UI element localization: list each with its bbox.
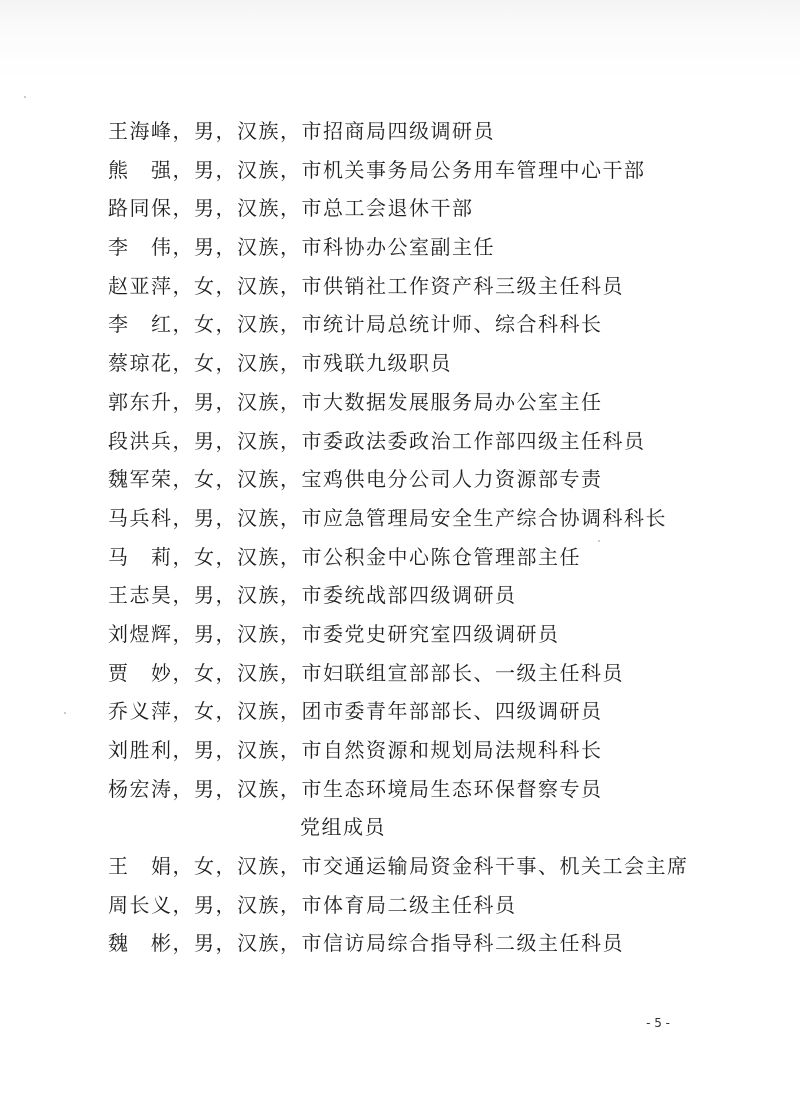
- list-item: 路同保，男，汉族，市总工会退休干部: [108, 196, 474, 221]
- list-item: 赵亚萍，女，汉族，市供销社工作资产科三级主任科员: [108, 273, 624, 298]
- list-item: 杨宏涛，男，汉族，市生态环境局生态环保督察专员: [108, 776, 603, 801]
- page-number: - 5 -: [646, 1016, 670, 1030]
- list-item: 段洪兵，男，汉族，市委政法委政治工作部四级主任科员: [108, 428, 646, 453]
- scan-speck: [24, 96, 26, 98]
- section-heading: 党组成员: [300, 815, 386, 840]
- list-item: 李 红，女，汉族，市统计局总统计师、综合科科长: [108, 312, 603, 337]
- list-item: 刘煜辉，男，汉族，市委党史研究室四级调研员: [108, 621, 560, 646]
- list-item: 魏 彬，男，汉族，市信访局综合指导科二级主任科员: [108, 931, 624, 956]
- list-item: 郭东升，男，汉族，市大数据发展服务局办公室主任: [108, 389, 603, 414]
- scan-speck: [64, 712, 66, 714]
- list-item: 马兵科，男，汉族，市应急管理局安全生产综合协调科科长: [108, 505, 667, 530]
- list-item: 魏军荣，女，汉族，宝鸡供电分公司人力资源部专责: [108, 467, 603, 492]
- list-item: 王海峰，男，汉族，市招商局四级调研员: [108, 119, 495, 143]
- scan-speck: [598, 540, 600, 542]
- list-item: 贾 妙，女，汉族，市妇联组宣部部长、一级主任科员: [108, 660, 624, 685]
- list-item: 李 伟，男，汉族，市科协办公室副主任: [108, 235, 495, 260]
- list-item: 王 娟，女，汉族，市交通运输局资金科干事、机关工会主席: [108, 854, 689, 879]
- list-item: 乔义萍，女，汉族，团市委青年部部长、四级调研员: [108, 699, 603, 724]
- list-item: 马 莉，女，汉族，市公积金中心陈仓管理部主任: [108, 544, 581, 569]
- list-item: 刘胜利，男，汉族，市自然资源和规划局法规科科长: [108, 738, 603, 762]
- list-item: 蔡琼花，女，汉族，市残联九级职员: [108, 351, 452, 376]
- member-list: [108, 112, 708, 963]
- list-item: 周长义，男，汉族，市体育局二级主任科员: [108, 892, 517, 917]
- list-item: 熊 强，男，汉族，市机关事务局公务用车管理中心干部: [108, 157, 646, 182]
- list-item: 王志昊，男，汉族，市委统战部四级调研员: [108, 583, 517, 608]
